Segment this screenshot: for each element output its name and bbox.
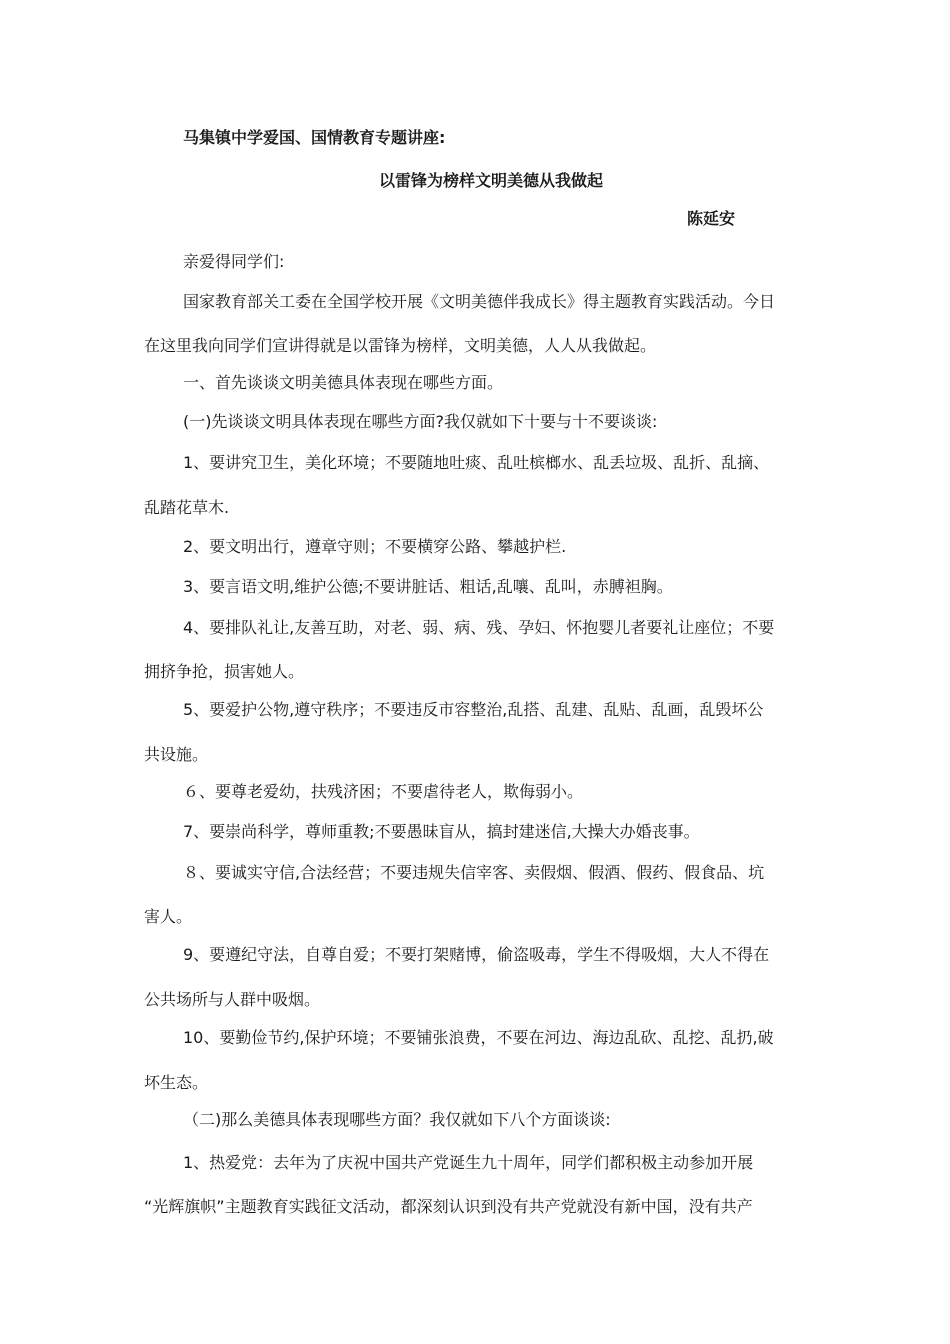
list-item-continued: 拥挤争抢，损害她人。 <box>144 662 305 681</box>
list-item-continued: 公共场所与人群中吸烟。 <box>144 990 321 1009</box>
greeting: 亲爱得同学们: <box>183 252 285 271</box>
list-item-continued: 害人。 <box>144 907 193 926</box>
paragraph-line: 国家教育部关工委在全国学校开展《文明美德伴我成长》得主题教育实践活动。今日 <box>183 292 776 311</box>
list-item-continued: 乱踏花草木. <box>144 498 230 517</box>
list-item-continued: “光辉旗帜”主题教育实践征文活动，都深刻认识到没有共产党就没有新中国，没有共产 <box>144 1197 753 1216</box>
lecture-title: 以雷锋为榜样文明美德从我做起 <box>379 171 604 190</box>
list-item-continued: 坏生态。 <box>144 1073 209 1092</box>
list-item: 5、要爱护公物,遵守秩序；不要违反市容整治,乱搭、乱建、乱贴、乱画，乱毁坏公 <box>183 700 764 719</box>
list-item: 4、要排队礼让,友善互助，对老、弱、病、残、孕妇、怀抱婴儿者要礼让座位；不要 <box>183 618 775 637</box>
subsection-heading: （二)那么美德具体表现哪些方面？我仅就如下八个方面谈谈: <box>183 1110 611 1129</box>
list-item: 3、要言语文明,维护公德;不要讲脏话、粗话,乱嚷、乱叫，赤膊袒胸。 <box>183 577 673 596</box>
lecture-heading: 马集镇中学爱国、国情教育专题讲座: <box>183 128 446 147</box>
author-name: 陈延安 <box>687 209 736 228</box>
list-item: 7、要崇尚科学，尊师重教;不要愚昧盲从，搞封建迷信,大操大办婚丧事。 <box>183 822 700 841</box>
list-item: ６、要尊老爱幼，扶残济困；不要虐待老人，欺侮弱小。 <box>183 782 584 801</box>
list-item: 9、要遵纪守法，自尊自爱；不要打架赌博，偷盗吸毒，学生不得吸烟，大人不得在 <box>183 945 770 964</box>
section-heading: 一、首先谈谈文明美德具体表现在哪些方面。 <box>183 373 504 392</box>
list-item: ８、要诚实守信,合法经营；不要违规失信宰客、卖假烟、假酒、假药、假食品、坑 <box>183 863 765 882</box>
list-item: 1、热爱党：去年为了庆祝中国共产党诞生九十周年，同学们都积极主动参加开展 <box>183 1153 754 1172</box>
paragraph-line: 在这里我向同学们宣讲得就是以雷锋为榜样，文明美德，人人从我做起。 <box>144 336 657 355</box>
list-item: 10、要勤俭节约,保护环境；不要铺张浪费，不要在河边、海边乱砍、乱挖、乱扔,破 <box>183 1028 774 1047</box>
list-item-continued: 共设施。 <box>144 745 209 764</box>
subsection-heading: (一)先谈谈文明具体表现在哪些方面?我仅就如下十要与十不要谈谈: <box>183 412 658 431</box>
list-item: 2、要文明出行，遵章守则；不要横穿公路、攀越护栏. <box>183 537 567 556</box>
list-item: 1、要讲究卫生，美化环境；不要随地吐痰、乱吐槟榔水、乱丢垃圾、乱折、乱摘、 <box>183 453 770 472</box>
